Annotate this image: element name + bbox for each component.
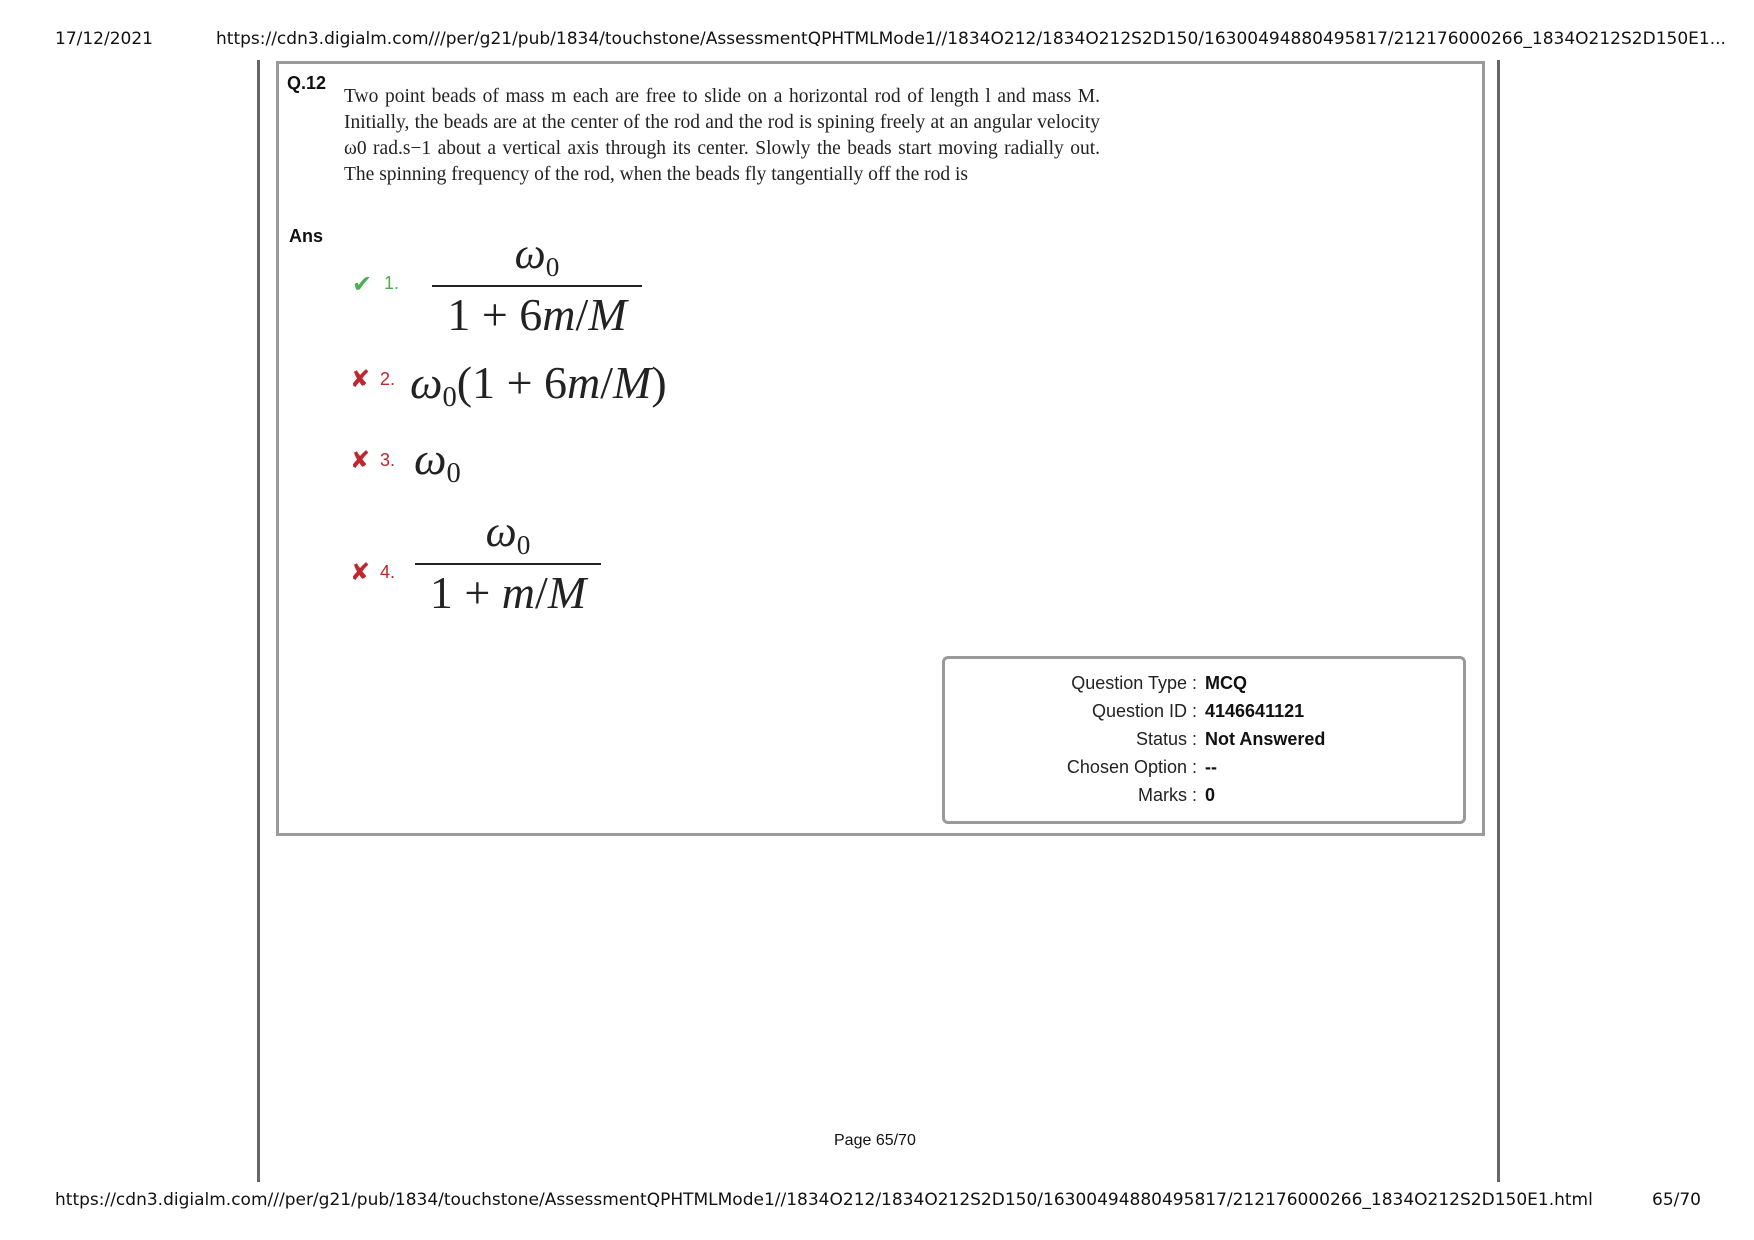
chosen-option-row [945, 757, 1463, 783]
check-icon: ✔ [352, 270, 373, 298]
question-number: Q.12 [287, 73, 327, 93]
chosen-option-value: -- [1205, 757, 1217, 777]
left-page-rule [257, 60, 260, 1182]
question-type-value: MCQ [1205, 673, 1247, 693]
print-header-url: https://cdn3.digialm.com///per/g21/pub/1834/touchstone/AssessmentQPHTMLMode1//1834O212/1834O212S2D150/16300494880495817/212176000266_1834O212S2D150E1... [216, 29, 1726, 49]
option-1-denominator: 1 + 6m/M [447, 289, 627, 340]
marks-row [945, 785, 1463, 811]
print-page-count: 65/70 [1652, 1190, 1701, 1210]
question-info-box [942, 656, 1466, 824]
question-id-label: Question ID : [1091, 701, 1197, 721]
option-2-number: 2. [380, 369, 396, 389]
question-type-row [945, 673, 1463, 699]
question-type-label: Question Type : [1071, 673, 1197, 693]
question-id-row [945, 701, 1463, 727]
option-1-expression [432, 228, 642, 343]
option-2-expression: ω0(1 + 6m/M) [410, 357, 667, 413]
marks-label: Marks : [1137, 785, 1197, 805]
question-text: Two point beads of mass m each are free to slide on a horizontal rod of length l and mass M. Initially, the beads are at the center of the rod and the rod is spining freely at an angular velocity ω0 rad.s−1 about a vertical axis through its center. Slowly the beads start moving radially out. The spinning frequency of the rod, when the beads fly tangentially off the rod is [344, 86, 1100, 185]
right-page-rule [1497, 60, 1500, 1182]
option-4-denominator: 1 + m/M [429, 567, 587, 618]
question-id-value: 4146641121 [1205, 701, 1305, 721]
cross-icon: ✘ [350, 365, 371, 393]
cross-icon: ✘ [350, 558, 371, 586]
option-4-expression [415, 506, 601, 621]
status-label: Status : [1135, 729, 1197, 749]
option-4-number: 4. [380, 562, 396, 582]
chosen-option-label: Chosen Option : [1066, 757, 1197, 777]
option-3-number: 3. [380, 450, 396, 470]
print-footer-url: https://cdn3.digialm.com///per/g21/pub/1834/touchstone/AssessmentQPHTMLMode1//1834O212/1834O212S2D150/16300494880495817/212176000266_1834O212S2D150E1.html [55, 1190, 1593, 1210]
marks-value: 0 [1205, 785, 1216, 805]
print-date: 17/12/2021 [55, 29, 153, 49]
answer-label: Ans [289, 226, 324, 246]
status-value: Not Answered [1205, 729, 1326, 749]
option-1-number: 1. [384, 273, 400, 293]
cross-icon: ✘ [350, 446, 371, 474]
option-4-numerator: ω0 [485, 507, 531, 560]
option-1-numerator: ω0 [514, 229, 560, 282]
page-number: Page 65/70 [834, 1132, 916, 1149]
status-row [945, 729, 1463, 755]
option-3-expression: ω0 [414, 433, 461, 489]
